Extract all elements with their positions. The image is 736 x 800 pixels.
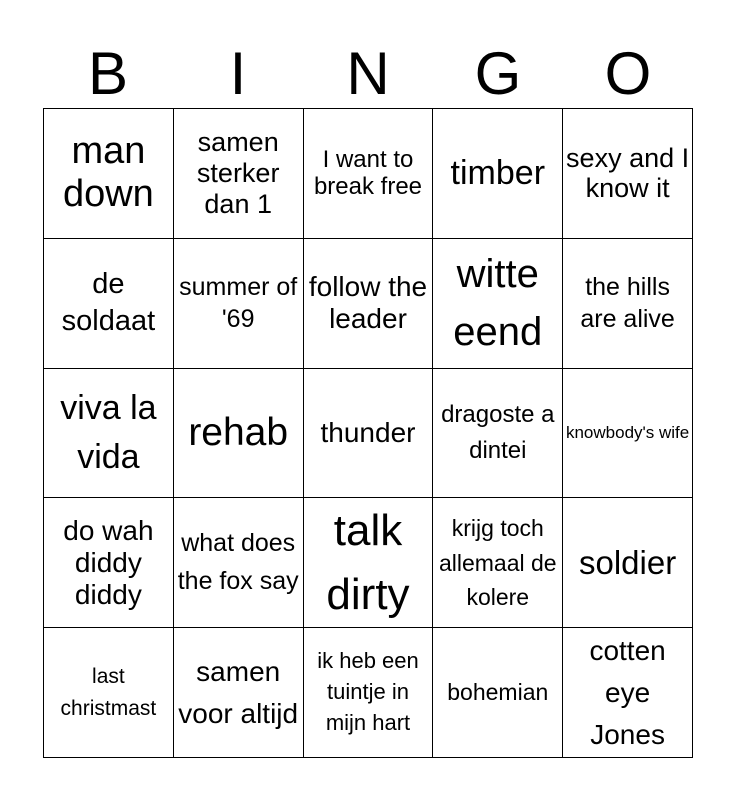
bingo-cell — [304, 498, 434, 628]
cell-text: follow the leader — [308, 271, 428, 335]
cell-text: cotten eye Jones — [589, 634, 666, 750]
bingo-cell — [174, 239, 304, 369]
bingo-cell — [563, 628, 693, 758]
cell-text: krijg toch allemaal de kolere — [438, 515, 557, 611]
header-letter-n: N — [346, 40, 390, 107]
bingo-header — [43, 40, 693, 108]
cell-text: man down — [62, 130, 154, 216]
cell-text: de soldaat — [61, 267, 156, 338]
cell-text: bohemian — [447, 679, 549, 706]
cell-text: timber — [450, 154, 546, 193]
bingo-cell — [304, 239, 434, 369]
bingo-cell — [44, 239, 174, 369]
bingo-cell — [44, 109, 174, 239]
cell-text: sexy and I know it — [566, 142, 690, 204]
cell-text: dragoste a dintei — [441, 400, 555, 464]
cell-text: thunder — [320, 417, 416, 449]
cell-text: summer of '69 — [179, 272, 298, 334]
bingo-cell — [563, 369, 693, 499]
bingo-cell — [44, 628, 174, 758]
cell-text: witte eend — [453, 252, 543, 355]
cell-text: the hills are alive — [580, 272, 675, 334]
cell-text: samen voor altijd — [178, 655, 299, 729]
bingo-cell — [563, 239, 693, 369]
bingo-cell — [44, 369, 174, 499]
cell-text: what does the fox say — [177, 529, 299, 595]
header-letter-o: O — [604, 40, 652, 107]
bingo-cell — [433, 239, 563, 369]
header-letter-i: I — [229, 40, 247, 107]
cell-text: knowbody's wife — [565, 423, 690, 443]
cell-text: rehab — [188, 410, 289, 454]
bingo-cell — [433, 109, 563, 239]
header-letter-g: G — [474, 40, 522, 107]
cell-text: viva la vida — [60, 388, 157, 476]
cell-text: last christmast — [60, 665, 157, 720]
bingo-cell — [304, 628, 434, 758]
cell-text: ik heb een tuintje in mijn hart — [317, 648, 419, 735]
cell-text: I want to break free — [313, 146, 423, 201]
bingo-cell — [433, 369, 563, 499]
bingo-board — [43, 108, 693, 758]
bingo-cell — [44, 498, 174, 628]
bingo-cell — [433, 498, 563, 628]
bingo-cell — [174, 498, 304, 628]
cell-text: samen sterker dan 1 — [196, 127, 280, 219]
bingo-cell — [174, 109, 304, 239]
bingo-cell — [304, 109, 434, 239]
cell-text: do wah diddy diddy — [63, 514, 154, 610]
bingo-cell — [563, 498, 693, 628]
bingo-cell — [563, 109, 693, 239]
bingo-cell — [433, 628, 563, 758]
header-letter-b: B — [87, 40, 129, 107]
bingo-cell — [174, 369, 304, 499]
bingo-cell — [304, 369, 434, 499]
bingo-cell — [174, 628, 304, 758]
cell-text: soldier — [578, 543, 677, 581]
cell-text: talk dirty — [326, 505, 410, 619]
